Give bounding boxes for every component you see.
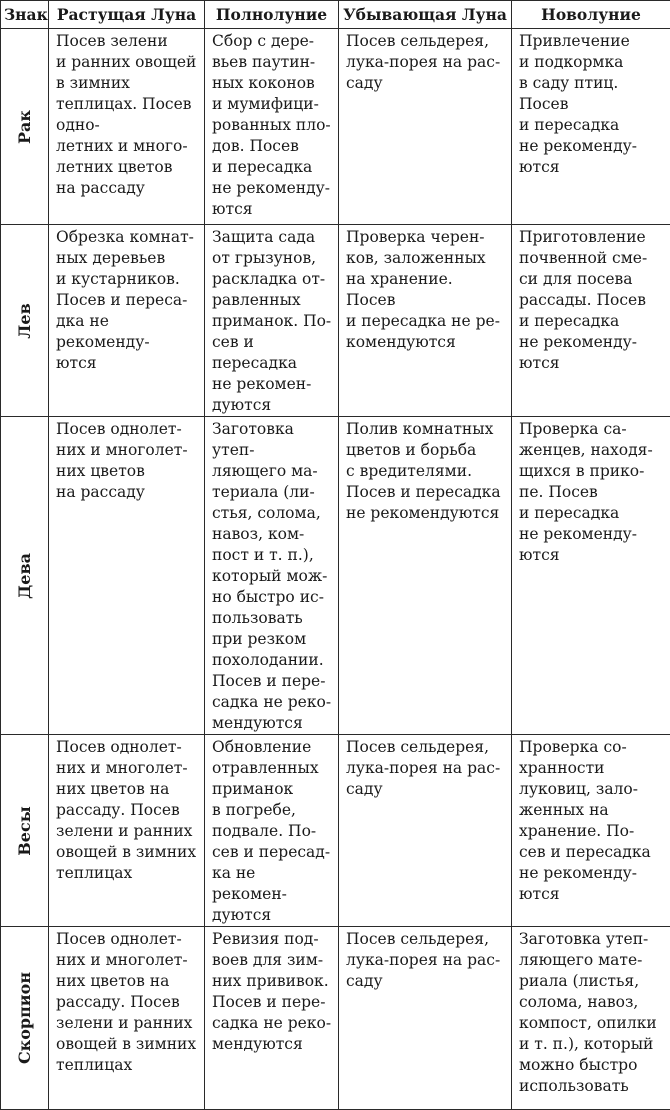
full-cell [205, 225, 339, 417]
waning-cell [339, 225, 512, 417]
sign-label: Дева [16, 553, 34, 599]
table-row-scorpio [1, 927, 670, 1110]
new-cell [512, 417, 670, 735]
full-cell [205, 735, 339, 927]
new-text: Заготовка утеп- ляющего мате- риала (листья, солома, навоз, компост, опилки и т. п.), который можно быстро использовать [519, 929, 665, 1097]
sign-label: Лев [16, 303, 34, 338]
new-cell [512, 29, 670, 225]
waxing-text: Посев однолет- них и многолет- них цветов на рассаду. Посев зелени и ранних овощей в зимних теплицах [56, 737, 199, 884]
sign-cell [1, 29, 49, 225]
waning-text: Посев сельдерея, лука-порея на рас- саду [346, 31, 506, 94]
waxing-cell [49, 417, 205, 735]
waxing-text: Посев зелени и ранних овощей в зимних теплицах. Посев одно- летних и много- летних цветов на рассаду [56, 31, 199, 199]
waning-text: Посев сельдерея, лука-порея на рас- саду [346, 929, 506, 992]
full-text: Заготовка утеп- ляющего ма- териала (ли- стья, солома, навоз, ком- пост и т. п.), который мож- но быстро ис- пользовать при резком похолодании. Посев и пере- садка не реко- мендуются [212, 419, 333, 734]
sign-cell [1, 417, 49, 735]
full-text: Обновление отравленных приманок в погребе, подвале. По- сев и пересад- ка не рекомен- дуются [212, 737, 333, 926]
new-text: Приготовление почвенной сме- си для посева рассады. Посев и пересадка не рекоменду- ются [519, 227, 665, 374]
new-cell [512, 927, 670, 1110]
table-row-virgo [1, 417, 670, 735]
header-sign: Знак [1, 1, 49, 29]
full-cell [205, 29, 339, 225]
waning-cell [339, 417, 512, 735]
waning-text: Проверка черен- ков, заложенных на хранение. Посев и пересадка не ре- комендуются [346, 227, 506, 353]
new-text: Проверка со- хранности луковиц, зало- женных на хранение. По- сев и пересадка не рекоменду- ются [519, 737, 665, 905]
header-new-moon: Новолуние [512, 1, 670, 29]
header-waxing-moon: Растущая Луна [49, 1, 205, 29]
new-text: Проверка са- женцев, находя- щихся в прико- пе. Посев и пересадка не рекоменду- ются [519, 419, 665, 566]
sign-label: Скорпион [16, 972, 34, 1064]
waning-text: Полив комнатных цветов и борьба с вредителями. Посев и пересадка не рекомендуются [346, 419, 506, 524]
sign-label: Рак [16, 110, 34, 144]
sign-label: Весы [16, 806, 34, 855]
header-full-moon: Полнолуние [205, 1, 339, 29]
table-row-cancer [1, 29, 670, 225]
waxing-cell [49, 29, 205, 225]
waning-cell [339, 735, 512, 927]
new-cell [512, 735, 670, 927]
table-row-libra [1, 735, 670, 927]
waxing-text: Обрезка комнат- ных деревьев и кустарников. Посев и переса- дка не рекоменду- ются [56, 227, 199, 374]
full-cell [205, 417, 339, 735]
waxing-text: Посев однолет- них и многолет- них цветов на рассаду [56, 419, 199, 503]
new-cell [512, 225, 670, 417]
table-row-leo [1, 225, 670, 417]
waning-text: Посев сельдерея, лука-порея на рас- саду [346, 737, 506, 800]
header-waning-moon: Убывающая Луна [339, 1, 512, 29]
waxing-text: Посев однолет- них и многолет- них цветов на рассаду. Посев зелени и ранних овощей в зимних теплицах [56, 929, 199, 1076]
full-text: Сбор с дере- вьев паутин- ных коконов и мумифици- рованных пло- дов. Посев и пересадка не рекоменду- ются [212, 31, 333, 220]
sign-cell [1, 225, 49, 417]
waning-cell [339, 927, 512, 1110]
full-text: Ревизия под- воев для зим- них прививок. Посев и пере- садка не реко- мендуются [212, 929, 333, 1055]
sign-cell [1, 927, 49, 1110]
waxing-cell [49, 225, 205, 417]
waning-cell [339, 29, 512, 225]
full-text: Защита сада от грызунов, раскладка от- равленных приманок. По- сев и пересадка не рекомен- дуются [212, 227, 333, 416]
new-text: Привлечение и подкормка в саду птиц. Посев и пересадка не рекоменду- ются [519, 31, 665, 178]
full-cell [205, 927, 339, 1110]
header-row [1, 1, 670, 29]
waxing-cell [49, 735, 205, 927]
sign-cell [1, 735, 49, 927]
waxing-cell [49, 927, 205, 1110]
